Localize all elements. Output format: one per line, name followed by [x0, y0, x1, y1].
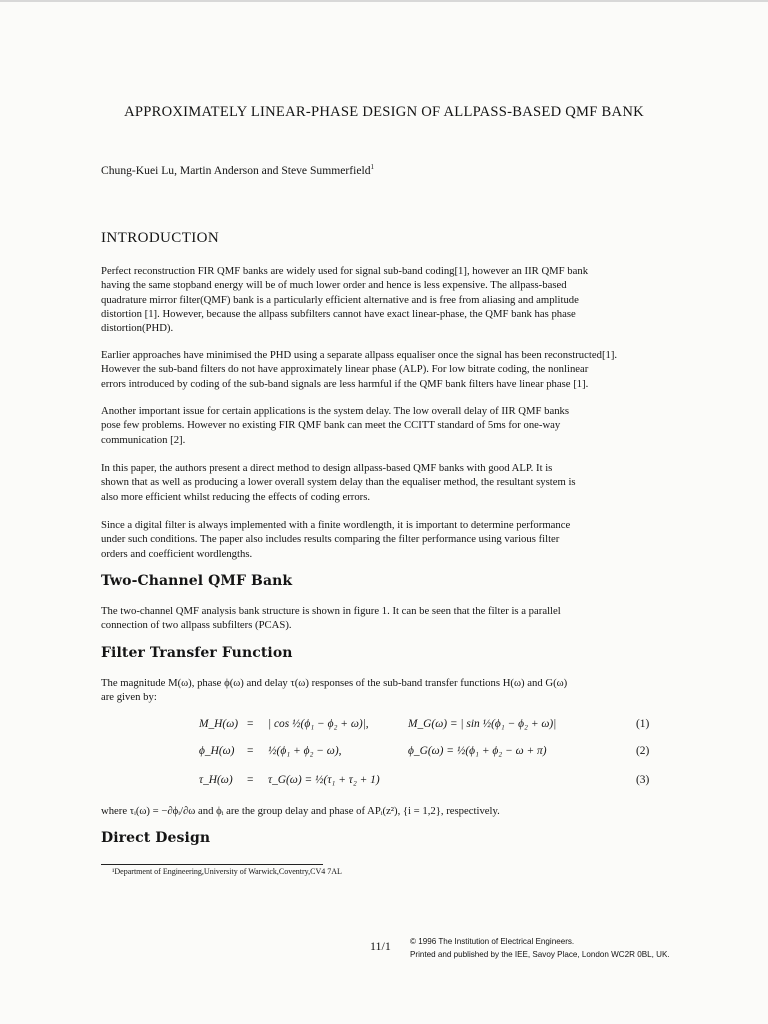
- page-top-edge: [0, 0, 768, 2]
- equation-row: [0, 745, 768, 771]
- text-line: pose few problems. However no existing FIR QMF bank can meet the CCITT standard of 5ms for one-way: [101, 419, 561, 432]
- text-line: having the same stopband energy will be of much lower order and hence is less expensive. The allpass-based: [101, 279, 567, 292]
- intro-paragraph-4: [101, 461, 667, 504]
- author-footnote-mark: 1: [370, 163, 375, 171]
- text-line: under such conditions. The paper also includes results comparing the filter performance using various filter: [101, 533, 560, 546]
- text-line: The magnitude M(ω), phase ϕ(ω) and delay τ(ω) responses of the sub-band transfer functions H(ω) and G(ω): [101, 677, 568, 689]
- equation-equals: =: [247, 745, 254, 757]
- equation-rhs-second: ϕ_G(ω) = ½(ϕ₁ + ϕ₂ − ω + π): [408, 745, 547, 757]
- author-affiliation-footnote: ¹Department of Engineering,University of Warwick,Coventry,CV4 7AL: [112, 867, 342, 876]
- paper-title: APPROXIMATELY LINEAR-PHASE DESIGN OF ALLPASS-BASED QMF BANK: [124, 104, 644, 120]
- transfer-intro-paragraph: [101, 676, 667, 705]
- text-line: quadrature mirror filter(QMF) bank is a particularly efficient alternative and is free from aliasing and amplitude: [101, 293, 579, 306]
- introduction-heading: INTRODUCTION: [101, 230, 220, 246]
- text-line: connection of two allpass subfilters (PCAS).: [101, 619, 292, 632]
- intro-paragraph-3: [101, 404, 667, 447]
- equation-number: (2): [636, 745, 650, 757]
- copyright-notice: [410, 936, 670, 961]
- intro-paragraph-1: [101, 264, 667, 335]
- author-names: Chung-Kuei Lu, Martin Anderson and Steve Summerfield: [101, 164, 371, 177]
- text-line: Another important issue for certain applications is the system delay. The low overall delay of IIR QMF banks: [101, 405, 570, 417]
- text-line: In this paper, the authors present a direct method to design allpass-based QMF banks with good ALP. It is: [101, 462, 553, 474]
- intro-paragraph-2: [101, 348, 667, 391]
- text-line: distortion(PHD).: [101, 322, 174, 335]
- two-channel-heading: Two-Channel QMF Bank: [101, 573, 293, 589]
- text-line: However the sub-band filters do not have approximately linear phase (ALP). For low bitrate coding, the nonlinear: [101, 363, 589, 376]
- text-line: orders and coefficient wordlengths.: [101, 547, 253, 560]
- equation-rhs: ½(ϕ₁ + ϕ₂ − ω),: [268, 745, 342, 757]
- equation-where-clause: where τᵢ(ω) = −∂ϕᵢ/∂ω and ϕᵢ are the group delay and phase of APᵢ(z²), {i = 1,2}, respectively.: [101, 805, 500, 817]
- text-line: are given by:: [101, 691, 157, 704]
- text-line: Perfect reconstruction FIR QMF banks are widely used for signal sub-band coding[1], however an IIR QMF bank: [101, 265, 589, 277]
- equation-rhs-second: M_G(ω) = | sin ½(ϕ₁ − ϕ₂ + ω)|: [408, 718, 557, 730]
- author-list: [101, 163, 374, 177]
- equation-number: (1): [636, 718, 650, 730]
- text-line: shown that as well as producing a lower overall system delay than the equaliser method, the resultant system is: [101, 476, 576, 489]
- equation-lhs: τ_H(ω): [199, 774, 233, 786]
- text-line: distortion [1]. However, because the allpass subfilters cannot have exact linear-phase, the QMF bank has phase: [101, 307, 576, 320]
- intro-paragraph-5: [101, 518, 667, 561]
- direct-design-heading: Direct Design: [101, 830, 211, 846]
- page-number: 11/1: [370, 939, 391, 953]
- equation-row: [0, 718, 768, 744]
- equation-row: [0, 774, 768, 800]
- footnote-divider: [101, 864, 323, 865]
- two-channel-paragraph: [101, 604, 667, 633]
- text-line: The two-channel QMF analysis bank structure is shown in figure 1. It can be seen that the filter is a parallel: [101, 605, 561, 617]
- text-line: also more efficient whilst reducing the effects of coding errors.: [101, 490, 371, 503]
- text-line: Since a digital filter is always implemented with a finite wordlength, it is important to determine performance: [101, 519, 571, 531]
- equation-rhs: | cos ½(ϕ₁ − ϕ₂ + ω)|,: [268, 718, 369, 730]
- transfer-function-heading: Filter Transfer Function: [101, 645, 293, 661]
- text-line: errors introduced by coding of the sub-band signals are less harmful if the QMF bank filters have linear phase [1].: [101, 377, 589, 390]
- equation-equals: =: [247, 774, 254, 786]
- copyright-line: © 1996 The Institution of Electrical Engineers.: [410, 937, 575, 946]
- text-line: communication [2].: [101, 433, 186, 446]
- text-line: Earlier approaches have minimised the PHD using a separate allpass equaliser once the signal has been reconstructed[1].: [101, 349, 618, 361]
- equation-equals: =: [247, 718, 254, 730]
- equation-block: [0, 708, 768, 808]
- equation-number: (3): [636, 774, 650, 786]
- equation-rhs: τ_G(ω) = ½(τ₁ + τ₂ + 1): [268, 774, 380, 786]
- publisher-line: Printed and published by the IEE, Savoy Place, London WC2R 0BL, UK.: [410, 949, 670, 959]
- equation-lhs: M_H(ω): [199, 718, 239, 730]
- equation-lhs: ϕ_H(ω): [199, 745, 235, 757]
